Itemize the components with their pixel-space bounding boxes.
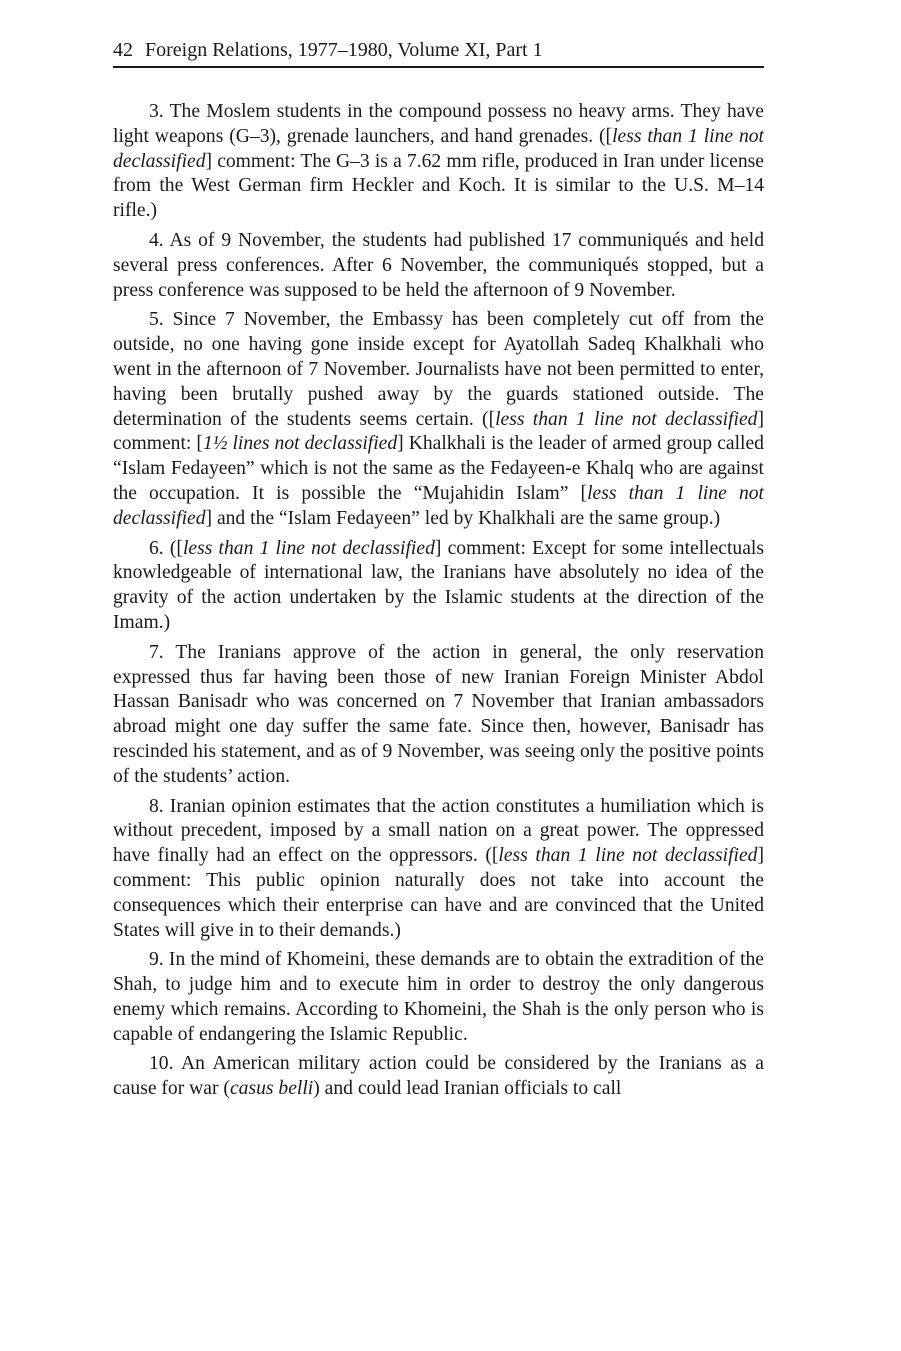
- redaction-note: less than 1 line not declassified: [498, 845, 758, 867]
- paragraph-5: 5. Since 7 November, the Embassy has been completely cut off from the outside, no one having gone inside except for Ayatollah Sadeq Khalkhali who went in the afternoon of 7 November. Journalists have not been permitted to enter, having been brutally pushed away by the guards stationed outside. The determination of the students seems certain. ([less than 1 line not declassified] comment: [1½ lines not declassified] Khalkhali is the leader of armed group called “Islam Fedayeen” which is not the same as the Fedayeen-e Khalq who are against the occupation. It is possible the “Mujahidin Islam” [less than 1 line not declassified] and the “Islam Fedayeen” led by Khalkhali are the same group.): [113, 309, 764, 529]
- body-text: [113, 100, 764, 1102]
- redaction-note: less than 1 line not declassified: [113, 125, 764, 172]
- header-rule: [113, 66, 764, 68]
- paragraph-3: 3. The Moslem students in the compound possess no heavy arms. They have light weapons (G–3), grenade launchers, and hand grenades. ([less than 1 line not declassified] comment: The G–3 is a 7.62 mm rifle, produced in Iran under license from the West German firm Heckler and Koch. It is similar to the U.S. M–14 rifle.): [113, 101, 764, 222]
- paragraph-7: 7. The Iranians approve of the action in general, the only reservation expressed thus far having been those of new Iranian Foreign Minister Abdol Hassan Banisadr who was concerned on 7 November that Iranian ambassadors abroad might one day suffer the same fate. Since then, however, Banisadr has rescinded his statement, and as of 9 November, was seeing only the positive points of the students’ action.: [113, 641, 764, 787]
- document-page: [113, 36, 764, 1107]
- page-number: 42: [113, 39, 133, 61]
- paragraph-9: 9. In the mind of Khomeini, these demands are to obtain the extradition of the Shah, to judge him and to execute him in order to destroy the only dangerous enemy which remains. According to Khomeini, the Shah is the only person who is capable of endangering the Islamic Republic.: [113, 949, 764, 1045]
- paragraph-6: 6. ([less than 1 line not declassified] comment: Except for some intellectuals knowledgeable of international law, the Iranians have absolutely no idea of the gravity of the action undertaken by the Islamic students at the direction of the Imam.): [113, 537, 764, 633]
- redaction-note: less than 1 line not declassified: [495, 408, 758, 430]
- paragraph-4: 4. As of 9 November, the students had published 17 communiqués and held several press conferences. After 6 November, the communiqués stopped, but a press conference was supposed to be held the afternoon of 9 November.: [113, 229, 764, 301]
- redaction-note: less than 1 line not declassified: [113, 482, 764, 529]
- paragraph-8: 8. Iranian opinion estimates that the action constitutes a humiliation which is without precedent, imposed by a small nation on a great power. The oppressed have finally had an effect on the oppressors. ([less than 1 line not declassified] comment: This public opinion naturally does not take into account the consequences which their enterprise can have and are convinced that the United States will give in to their demands.): [113, 795, 764, 941]
- latin-term: casus belli: [229, 1078, 314, 1100]
- redaction-note: 1½ lines not declassified: [202, 433, 398, 455]
- paragraph-10: 10. An American military action could be considered by the Iranians as a cause for war (casus belli) and could lead Iranian officials to call: [113, 1053, 764, 1100]
- redaction-note: less than 1 line not declassified: [182, 537, 435, 559]
- running-title: Foreign Relations, 1977–1980, Volume XI, Part 1: [145, 39, 543, 61]
- running-head: [113, 36, 764, 66]
